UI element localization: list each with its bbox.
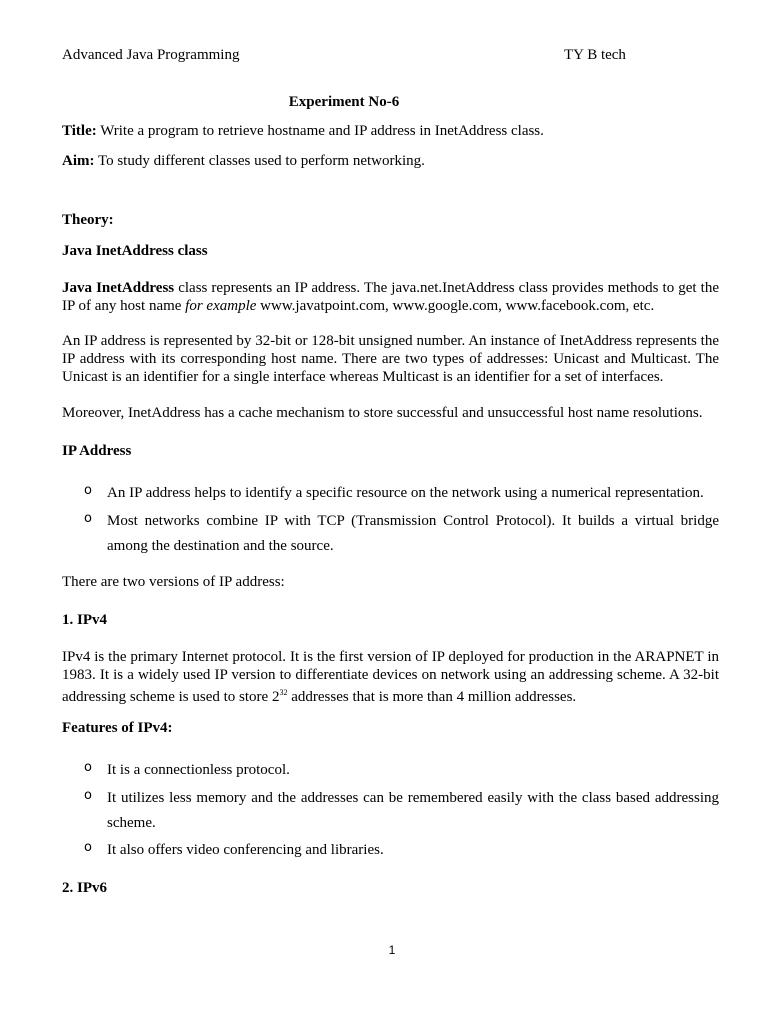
header-course: Advanced Java Programming: [62, 47, 240, 63]
title-text: Write a program to retrieve hostname and IP address in InetAddress class.: [96, 123, 544, 139]
title-label: Title:: [62, 123, 97, 139]
inet-para1-text1: class represents an IP address. The java.net.InetAddress class provides methods to get the IP of any host name: [62, 280, 719, 314]
list-item: [62, 481, 719, 506]
bullet-marker: o: [84, 760, 92, 775]
ip-heading: IP Address: [62, 443, 132, 459]
list-item: [62, 509, 719, 559]
ipv4-para-text2: addresses that is more than 4 million addresses.: [287, 689, 577, 705]
inet-para1-text2: www.javatpoint.com, www.google.com, www.facebook.com, etc.: [256, 298, 655, 314]
versions-line: There are two versions of IP address:: [62, 574, 285, 590]
inet-paragraph-2: An IP address is represented by 32-bit or 128-bit unsigned number. An instance of InetAddress represents the IP address with its corresponding host name. There are two types of addresses: Unicast and Multicast. The Unicast is an identifier for a single interface whereas Multicast is an identifier for a set of interfaces.: [62, 333, 719, 385]
ipv4-para-text1: IPv4 is the primary Internet protocol. It is the first version of IP deployed for production in the ARAPNET in 1983. It is a widely used IP version to differentiate devices on network using an addressing scheme. A 32-bit addressing scheme is used to store 2: [62, 649, 719, 705]
ipv4-paragraph: [62, 648, 719, 706]
aim-line: [62, 153, 719, 170]
ipv6-heading: 2. IPv6: [62, 880, 107, 896]
inet-paragraph-3: Moreover, InetAddress has a cache mechanism to store successful and unsuccessful host name resolutions.: [62, 405, 703, 421]
title-line: [62, 123, 719, 140]
header-class: TY B tech: [564, 47, 626, 63]
ipv4-heading: 1. IPv4: [62, 612, 107, 628]
page-number: 1: [388, 943, 396, 957]
aim-text: To study different classes used to perform networking.: [94, 153, 425, 169]
list-item-text: It is a connectionless protocol.: [107, 762, 290, 778]
inet-paragraph-1: [62, 279, 719, 315]
bullet-marker: o: [84, 511, 92, 526]
inet-para1-italic: for example: [185, 298, 257, 314]
bullet-marker: o: [84, 840, 92, 855]
list-item-text: It utilizes less memory and the addresses can be remembered easily with the class based addressing scheme.: [107, 790, 719, 831]
bullet-marker: o: [84, 483, 92, 498]
aim-label: Aim:: [62, 153, 95, 169]
list-item: [62, 786, 719, 836]
list-item-text: It also offers video conferencing and libraries.: [107, 842, 384, 858]
bullet-marker: o: [84, 788, 92, 803]
list-item-text: Most networks combine IP with TCP (Transmission Control Protocol). It builds a virtual bridge among the destination and the source.: [107, 513, 719, 554]
ipv4-features-heading: Features of IPv4:: [62, 720, 173, 736]
ipv4-para-superscript: 32: [279, 688, 288, 697]
list-item-text: An IP address helps to identify a specific resource on the network using a numerical representation.: [107, 485, 704, 501]
list-item: [62, 838, 719, 863]
list-item: [62, 758, 719, 783]
inet-heading: Java InetAddress class: [62, 243, 208, 259]
experiment-title: Experiment No-6: [288, 94, 400, 110]
theory-heading: Theory:: [62, 212, 114, 228]
inet-para1-bold: Java InetAddress: [62, 280, 175, 296]
